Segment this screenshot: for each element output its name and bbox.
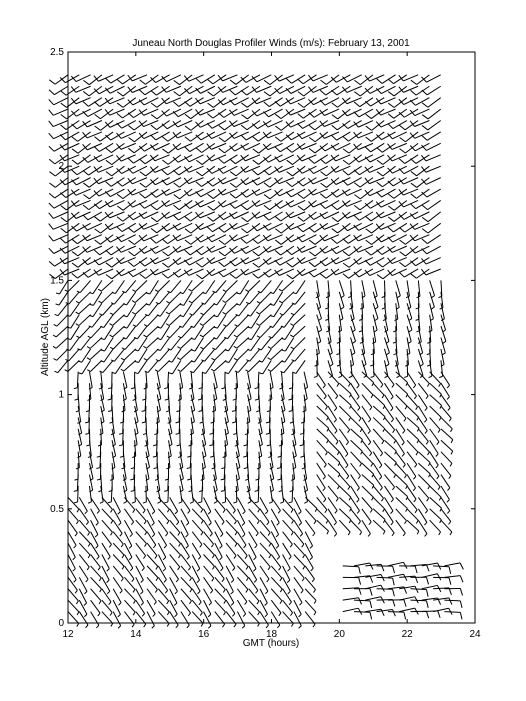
wind-barb [49, 235, 68, 241]
x-tick-label: 18 [265, 629, 278, 640]
x-tick-label: 12 [62, 629, 74, 640]
x-tick-label: 20 [333, 629, 345, 640]
wind-barb [54, 315, 68, 327]
x-tick-label: 22 [401, 629, 413, 640]
x-tick-label: 16 [198, 629, 210, 640]
wind-barb [54, 349, 68, 360]
wind-barb [49, 200, 68, 208]
y-tick-label: 2 [58, 161, 64, 173]
wind-barb [49, 121, 68, 127]
wind-barb [53, 326, 68, 337]
y-tick-label: 1 [58, 389, 64, 401]
wind-barb [49, 258, 68, 267]
chart-title: Juneau North Douglas Profiler Winds (m/s): February 13, 2001 [132, 38, 410, 49]
y-tick-label: 1.5 [50, 275, 64, 287]
wind-barb [53, 338, 68, 349]
y-tick-label: 0.5 [50, 503, 64, 515]
wind-barb [49, 109, 68, 115]
wind-barb [49, 223, 68, 229]
wind-barb [49, 98, 68, 105]
y-tick-label: 0 [58, 618, 64, 629]
wind-barb [55, 303, 68, 315]
wind-barb [49, 246, 68, 253]
y-axis-label: Altitude AGL (km) [40, 298, 51, 376]
wind-barb [49, 75, 68, 84]
y-tick-label: 2.5 [50, 47, 64, 58]
wind-barb [49, 178, 68, 188]
x-tick-label: 24 [469, 629, 481, 640]
x-tick-label: 14 [130, 629, 142, 640]
wind-barb [49, 132, 68, 139]
wind-barb [49, 212, 68, 219]
wind-barb [49, 86, 68, 94]
x-axis-label: GMT (hours) [242, 638, 300, 649]
